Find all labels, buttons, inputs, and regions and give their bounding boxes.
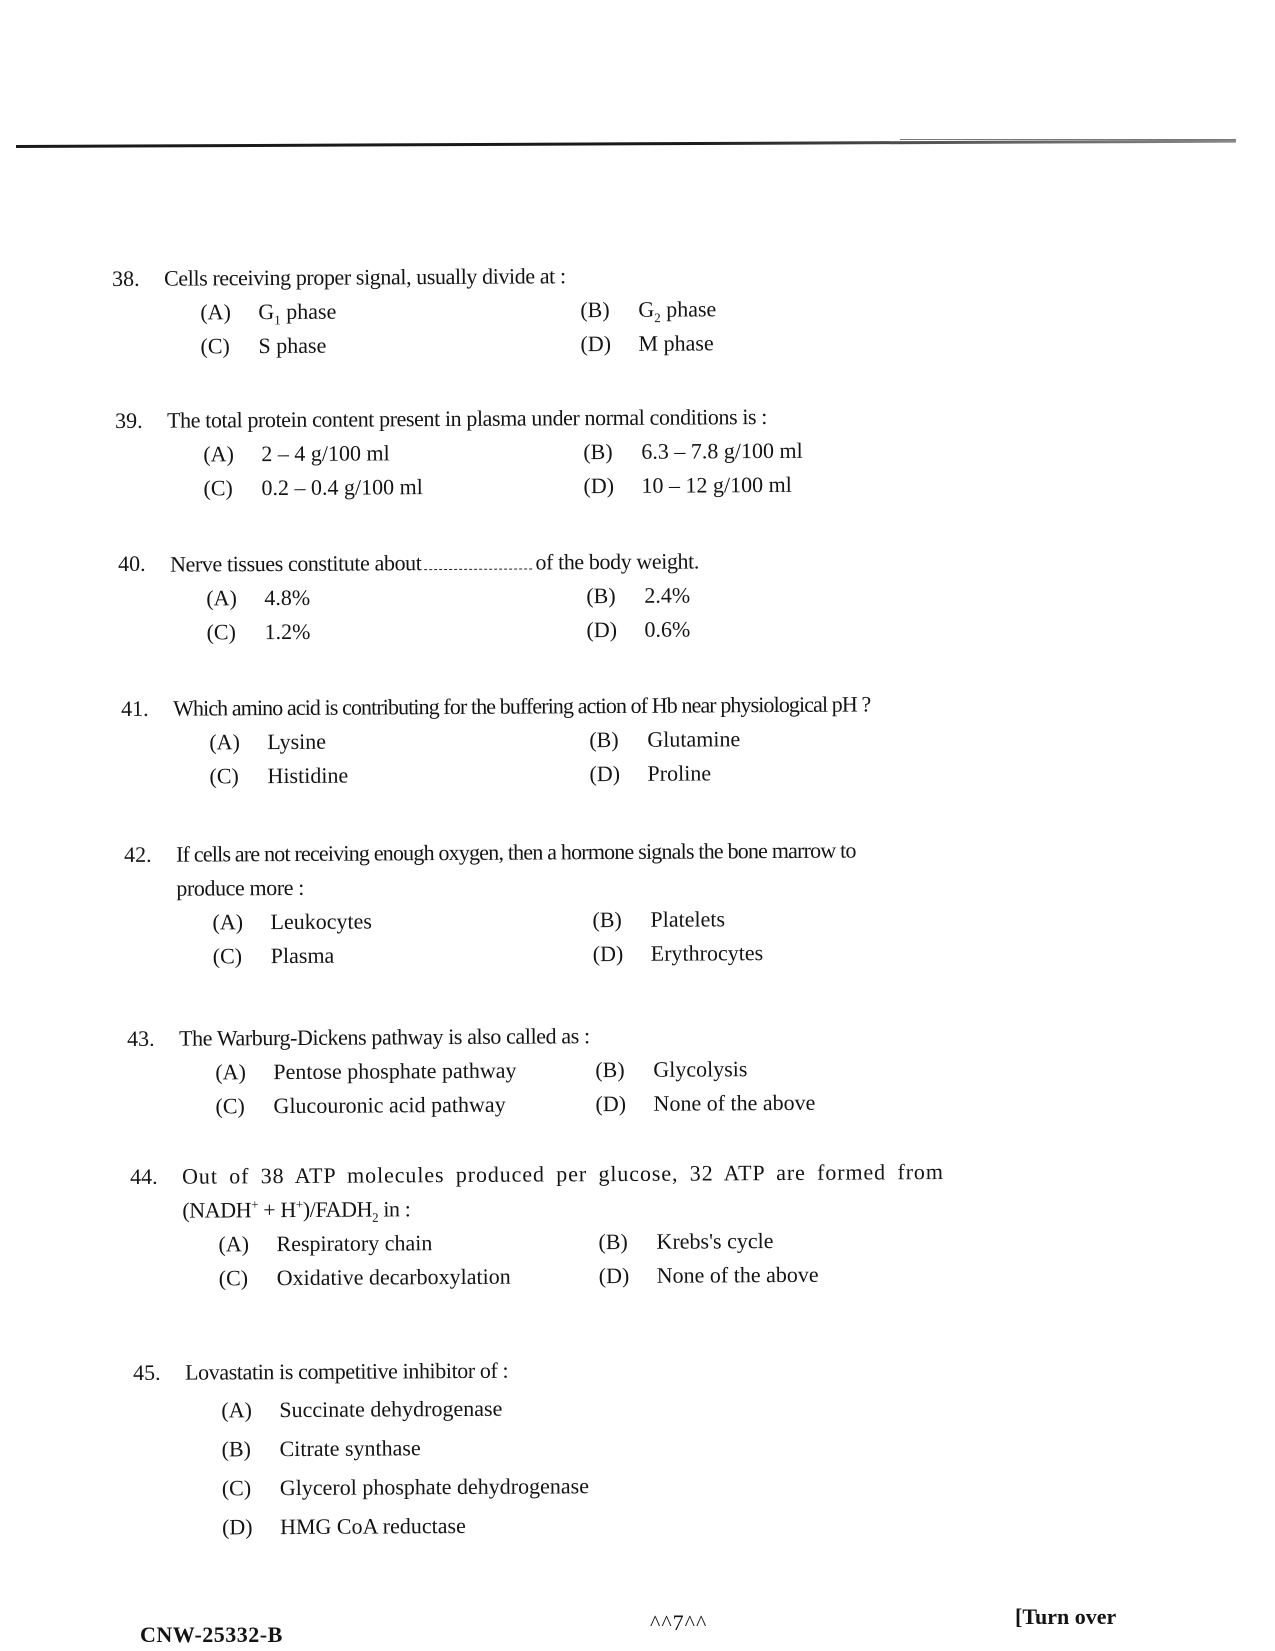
option-a: [206, 579, 586, 615]
option-d: [580, 325, 960, 361]
booklet-code: CNW-25332-B: [140, 1622, 283, 1647]
question-38: [112, 257, 963, 364]
question-number: 44.: [130, 1163, 158, 1189]
option-b: [221, 1429, 821, 1467]
option-c: [213, 937, 593, 973]
option-text: $G_2$ phase: [638, 296, 717, 326]
option-letter: (A): [209, 729, 240, 755]
question-41: [121, 687, 972, 794]
question-stem: [130, 1155, 980, 1194]
option-letter: (A): [200, 299, 231, 325]
option-b: [592, 901, 972, 937]
option-text: S phase: [258, 332, 327, 359]
option-letter: (A): [218, 1231, 250, 1257]
option-text: Proline: [647, 760, 712, 786]
options-grid: [212, 901, 974, 974]
option-b: [586, 577, 966, 613]
question-text-before: Nerve tissues constitute about: [170, 550, 422, 577]
option-letter: (A): [212, 909, 244, 935]
options-grid: [206, 577, 968, 650]
question-stem: [118, 542, 968, 582]
question-stem: [124, 833, 974, 872]
option-letter: (C): [209, 763, 239, 789]
question-number: 45.: [133, 1359, 161, 1385]
option-c: [215, 1087, 595, 1123]
question-text: Lovastatin is competitive inhibitor of :: [185, 1357, 509, 1385]
question-stem: [133, 1351, 983, 1390]
option-d: [589, 755, 969, 791]
question-39: [115, 399, 966, 506]
option-c: [200, 327, 580, 363]
option-a: [203, 435, 583, 471]
option-text: 1.2%: [264, 618, 311, 645]
options-grid: [200, 291, 962, 364]
option-text: Plasma: [270, 942, 335, 969]
option-letter: (C): [203, 475, 233, 501]
question-number: 41.: [121, 695, 149, 721]
option-text: Succinate dehydrogenase: [279, 1395, 503, 1423]
question-stem: [127, 1017, 977, 1056]
option-letter: (B): [583, 438, 613, 465]
option-d: [586, 611, 966, 647]
option-text: None of the above: [653, 1089, 816, 1116]
option-a: [215, 1053, 595, 1089]
option-b: [598, 1223, 978, 1259]
option-b: [595, 1051, 975, 1087]
option-text: $G_1$ phase: [258, 298, 337, 328]
option-c: [209, 757, 589, 793]
option-text: 2.4%: [644, 582, 691, 608]
option-text: Pentose phosphate pathway: [273, 1057, 517, 1085]
option-letter: (C): [218, 1265, 249, 1291]
question-number: 38.: [112, 265, 140, 291]
option-letter: (A): [206, 585, 237, 611]
options-grid: [215, 1051, 977, 1124]
option-text: Respiratory chain: [276, 1230, 433, 1257]
option-text: Glucouronic acid pathway: [273, 1091, 506, 1119]
question-stem: [112, 257, 962, 296]
option-letter: (D): [595, 1090, 627, 1117]
question-text-continued: (NADH+ + $H^+)/FADH_2$ in :: [182, 1196, 411, 1225]
option-letter: (C): [212, 943, 243, 969]
question-number: 42.: [124, 841, 152, 867]
option-letter: (B): [592, 906, 622, 933]
option-d: [599, 1257, 979, 1293]
header-rule-thin: [900, 139, 1236, 140]
question-text: If cells are not receiving enough oxygen, then a hormone signals the bone marrow to: [176, 837, 856, 867]
option-d: [583, 467, 963, 503]
option-text: Krebs's cycle: [656, 1228, 774, 1254]
option-letter: (B): [589, 726, 619, 753]
question-number: 43.: [127, 1025, 155, 1051]
option-letter: (C): [215, 1093, 245, 1119]
question-text: Out of 38 ATP molecules produced per glucose, 32 ATP are formed from: [182, 1159, 944, 1189]
option-letter: (B): [580, 296, 610, 323]
option-letter: (D): [589, 760, 621, 787]
option-letter: (A): [221, 1397, 252, 1423]
option-text: 10 – 12 g/100 ml: [641, 471, 792, 498]
option-text: Histidine: [267, 762, 349, 789]
option-a: [218, 1225, 598, 1261]
option-text: M phase: [638, 330, 714, 356]
option-a: [209, 723, 589, 759]
option-text: Glycolysis: [653, 1056, 748, 1082]
option-letter: (B): [586, 582, 616, 609]
question-44: [130, 1155, 981, 1296]
page-number: ^^7^^: [650, 1610, 708, 1635]
question-text: Cells receiving proper signal, usually divide at :: [164, 263, 566, 291]
option-c: [203, 469, 583, 505]
question-text: The Warburg-Dickens pathway is also called as :: [179, 1023, 590, 1051]
turn-over-note: [Turn over: [1015, 1604, 1117, 1629]
option-text: Lysine: [267, 728, 327, 755]
option-a: [212, 903, 592, 939]
option-text: 2 – 4 g/100 ml: [261, 440, 390, 467]
option-letter: (D): [221, 1514, 253, 1540]
option-letter: (A): [203, 441, 234, 467]
option-text: Glycerol phosphate dehydrogenase: [279, 1473, 590, 1501]
option-text: Platelets: [650, 906, 726, 932]
option-text: Leukocytes: [270, 908, 372, 935]
option-d: [222, 1507, 822, 1545]
question-number: 39.: [115, 407, 143, 433]
question-text: Which amino acid is contributing for the buffering action of Hb near physiological pH ?: [173, 691, 871, 721]
option-text: Oxidative decarboxylation: [276, 1263, 511, 1291]
option-text: None of the above: [656, 1261, 819, 1288]
option-letter: (C): [206, 619, 236, 645]
option-text: 4.8%: [264, 584, 311, 611]
option-text: Citrate synthase: [279, 1435, 421, 1462]
options-list: [221, 1389, 984, 1545]
option-text: HMG CoA reductase: [279, 1512, 466, 1540]
option-letter: (D): [598, 1262, 630, 1289]
option-c: [222, 1468, 822, 1506]
option-letter: (C): [200, 333, 230, 359]
option-text: 0.2 – 0.4 g/100 ml: [261, 474, 423, 501]
option-letter: (B): [598, 1228, 628, 1255]
option-letter: (B): [595, 1056, 625, 1083]
question-45: [133, 1351, 984, 1545]
option-text: 6.3 – 7.8 g/100 ml: [641, 437, 803, 464]
options-grid: [209, 721, 971, 794]
question-42: [124, 833, 975, 974]
question-40: [118, 542, 969, 650]
option-b: [589, 721, 969, 757]
option-letter: (A): [215, 1059, 246, 1085]
question-stem: [121, 687, 971, 726]
option-letter: (D): [586, 616, 618, 643]
option-d: [593, 935, 973, 971]
question-text-continued: produce more :: [176, 874, 304, 901]
option-letter: (C): [221, 1475, 252, 1501]
option-text: Glutamine: [647, 726, 741, 752]
option-c: [206, 613, 586, 649]
fill-in-blank: [424, 544, 532, 570]
options-grid: [218, 1223, 980, 1296]
option-a: [200, 293, 580, 329]
options-grid: [203, 433, 965, 506]
question-text: [170, 543, 699, 581]
option-c: [219, 1259, 599, 1295]
question-text-after: of the body weight.: [535, 548, 700, 575]
header-rule: [16, 140, 1236, 148]
option-letter: (B): [221, 1436, 251, 1462]
question-text: The total protein content present in plasma under normal conditions is :: [167, 404, 768, 433]
option-d: [595, 1085, 975, 1121]
option-letter: (D): [583, 472, 615, 499]
option-text: Erythrocytes: [650, 940, 764, 966]
option-letter: (D): [592, 940, 624, 967]
option-b: [583, 433, 963, 469]
question-number: 40.: [118, 550, 146, 576]
option-a: [221, 1390, 821, 1428]
option-b: [580, 291, 960, 327]
question-43: [127, 1017, 978, 1124]
option-letter: (D): [580, 330, 612, 357]
option-text: 0.6%: [644, 616, 691, 642]
question-stem: [115, 399, 965, 438]
